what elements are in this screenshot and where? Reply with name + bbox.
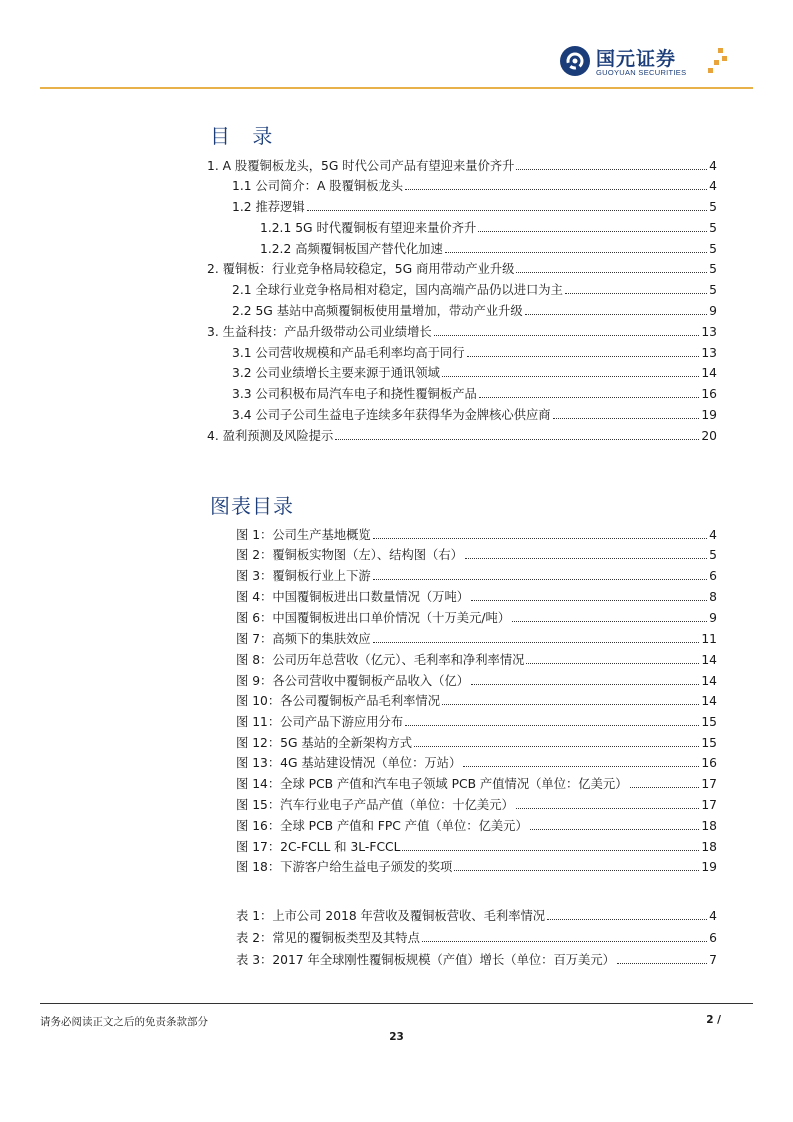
figure-entry-text: 图 14：全球 PCB 产值和汽车电子领域 PCB 产值情况（单位：亿美元） xyxy=(236,777,628,791)
toc-entry-text: 2.1 全球行业竞争格局相对稳定，国内高端产品仍以进口为主 xyxy=(232,283,563,297)
logo-text-cn: 国元证券 xyxy=(596,48,677,70)
toc-entry-page: 13 xyxy=(701,325,717,339)
toc-entry-page: 5 xyxy=(709,242,717,256)
dot-leader xyxy=(471,588,707,601)
toc-entry-text: 3.1 公司营收规模和产品毛利率均高于同行 xyxy=(232,346,465,360)
toc-entry[interactable] xyxy=(232,344,717,362)
toc-entry-page: 4 xyxy=(709,159,717,173)
toc-entry[interactable] xyxy=(232,281,717,299)
figure-entry-page: 14 xyxy=(701,694,717,708)
dot-leader xyxy=(414,734,699,747)
figure-entry-page: 18 xyxy=(701,819,717,833)
toc-entry-text: 1.2 推荐逻辑 xyxy=(232,200,305,214)
disclaimer-text: 请务必阅读正文之后的免责条款部分 xyxy=(40,1016,208,1028)
figure-entry-page: 17 xyxy=(701,798,717,812)
figure-entry[interactable] xyxy=(236,609,717,627)
figure-entry-text: 图 8：公司历年总营收（亿元）、毛利率和净利率情况 xyxy=(236,653,525,667)
toc-entry-page: 19 xyxy=(701,408,717,422)
figure-entry-page: 17 xyxy=(701,777,717,791)
dot-leader xyxy=(405,713,699,726)
toc-entry-text: 3.3 公司积极布局汽车电子和挠性覆铜板产品 xyxy=(232,387,477,401)
dot-leader xyxy=(478,219,707,232)
figure-entry[interactable] xyxy=(236,796,717,814)
dot-leader xyxy=(373,630,700,643)
figure-entry-text: 图 13：4G 基站建设情况（单位：万站） xyxy=(236,756,462,770)
figure-entry-page: 15 xyxy=(701,736,717,750)
toc-entry-text: 1.2.1 5G 时代覆铜板有望迎来量价齐升 xyxy=(260,221,477,235)
figure-entry[interactable] xyxy=(236,630,717,648)
toc-entry-text: 2. 覆铜板：行业竞争格局较稳定，5G 商用带动产业升级 xyxy=(207,262,515,276)
dot-leader xyxy=(434,323,700,336)
figure-entry[interactable] xyxy=(236,754,717,772)
figure-entry[interactable] xyxy=(236,734,717,752)
dot-leader xyxy=(402,838,699,851)
figure-entry-text: 图 2：覆铜板实物图（左）、结构图（右） xyxy=(236,548,463,562)
toc-title: 目 录 xyxy=(210,124,281,148)
dot-leader xyxy=(516,260,707,273)
figure-entry-text: 图 6：中国覆铜板进出口单价情况（十万美元/吨） xyxy=(236,611,511,625)
dot-leader xyxy=(442,364,699,377)
figure-entry-text: 图 1：公司生产基地概览 xyxy=(236,528,371,542)
toc-entry-text: 1.2.2 高频覆铜板国产替代化加速 xyxy=(260,242,443,256)
figure-entry[interactable] xyxy=(236,672,717,690)
figure-entry[interactable] xyxy=(236,546,717,564)
toc-entry[interactable] xyxy=(207,323,717,341)
table-entry[interactable] xyxy=(236,951,717,969)
figure-entry[interactable] xyxy=(236,588,717,606)
figure-entry-text: 图 11：公司产品下游应用分布 xyxy=(236,715,404,729)
figure-entry[interactable] xyxy=(236,858,717,876)
dot-leader xyxy=(373,567,707,580)
figure-entry-page: 5 xyxy=(709,548,717,562)
figure-entry-text: 图 17：2C-FCLL 和 3L-FCCL xyxy=(236,840,401,854)
figure-entry-text: 图 10：各公司覆铜板产品毛利率情况 xyxy=(236,694,441,708)
logo-text-en: GUOYUAN SECURITIES xyxy=(596,68,687,77)
table-entry-page: 7 xyxy=(709,953,717,967)
toc-entry-text: 2.2 5G 基站中高频覆铜板使用量增加，带动产业升级 xyxy=(232,304,523,318)
logo-dots-icon xyxy=(708,48,728,74)
toc-entry[interactable] xyxy=(232,198,717,216)
figure-entry[interactable] xyxy=(236,817,717,835)
figure-entry-page: 14 xyxy=(701,653,717,667)
figure-entry-text: 图 9：各公司营收中覆铜板产品收入（亿） xyxy=(236,674,470,688)
dot-leader xyxy=(467,344,700,357)
figure-entry-page: 15 xyxy=(701,715,717,729)
toc-entry-text: 1. A 股覆铜板龙头，5G 时代公司产品有望迎来量价齐升 xyxy=(207,159,515,173)
table-entry-text: 表 1：上市公司 2018 年营收及覆铜板营收、毛利率情况 xyxy=(236,909,546,923)
dot-leader xyxy=(307,198,708,211)
figure-entry-page: 19 xyxy=(701,860,717,874)
toc-entry-text: 4. 盈利预测及风险提示 xyxy=(207,429,334,443)
figure-entry-text: 图 15：汽车行业电子产品产值（单位：十亿美元） xyxy=(236,798,514,812)
dot-leader xyxy=(465,546,707,559)
toc-entry-page: 14 xyxy=(701,366,717,380)
toc-entry[interactable] xyxy=(207,157,717,175)
toc-entry-text: 1.1 公司简介：A 股覆铜板龙头 xyxy=(232,179,404,193)
figure-entry-page: 16 xyxy=(701,756,717,770)
toc-entry-page: 9 xyxy=(709,304,717,318)
table-entry-text: 表 3：2017 年全球刚性覆铜板规模（产值）增长（单位：百万美元） xyxy=(236,953,615,967)
dot-leader xyxy=(516,157,707,170)
figure-entry[interactable] xyxy=(236,692,717,710)
toc-entry[interactable] xyxy=(232,302,717,320)
dot-leader xyxy=(547,907,707,920)
company-logo xyxy=(560,44,730,84)
toc-entry-text: 3. 生益科技：产品升级带动公司业绩增长 xyxy=(207,325,432,339)
toc-entry[interactable] xyxy=(260,240,717,258)
figure-entry-page: 18 xyxy=(701,840,717,854)
figure-entry[interactable] xyxy=(236,713,717,731)
dot-leader xyxy=(630,775,700,788)
dot-leader xyxy=(617,951,707,964)
figure-entry[interactable] xyxy=(236,526,717,544)
dot-leader xyxy=(526,651,699,664)
figure-entry[interactable] xyxy=(236,651,717,669)
toc-entry[interactable] xyxy=(232,364,717,382)
toc-entry-text: 3.2 公司业绩增长主要来源于通讯领域 xyxy=(232,366,440,380)
toc-entry-page: 20 xyxy=(701,429,717,443)
figure-entry-text: 图 7：高频下的集肤效应 xyxy=(236,632,371,646)
dot-leader xyxy=(373,526,707,539)
figure-entry-page: 11 xyxy=(701,632,717,646)
table-entry-text: 表 2：常见的覆铜板类型及其特点 xyxy=(236,931,420,945)
dot-leader xyxy=(471,672,699,685)
table-entry[interactable] xyxy=(236,907,717,925)
dot-leader xyxy=(422,929,707,942)
figure-entry-page: 6 xyxy=(709,569,717,583)
dot-leader xyxy=(530,817,700,830)
toc-entry[interactable] xyxy=(232,177,717,195)
page-marker: 2 / xyxy=(706,1014,721,1026)
toc-entry[interactable] xyxy=(207,427,717,445)
dot-leader xyxy=(512,609,707,622)
toc-entry-page: 16 xyxy=(701,387,717,401)
figure-entry-text: 图 4：中国覆铜板进出口数量情况（万吨） xyxy=(236,590,470,604)
table-entry-page: 6 xyxy=(709,931,717,945)
figure-entry-page: 14 xyxy=(701,674,717,688)
page-number: 23 xyxy=(389,1031,404,1043)
figure-entry[interactable] xyxy=(236,567,717,585)
figure-entry-page: 8 xyxy=(709,590,717,604)
figure-entry-text: 图 12：5G 基站的全新架构方式 xyxy=(236,736,413,750)
dot-leader xyxy=(553,406,700,419)
figure-entry[interactable] xyxy=(236,838,717,856)
dot-leader xyxy=(445,240,707,253)
toc-entry[interactable] xyxy=(207,260,717,278)
toc-entry[interactable] xyxy=(232,385,717,403)
logo-emblem-icon xyxy=(560,46,590,76)
table-entry[interactable] xyxy=(236,929,717,947)
figure-entry-page: 9 xyxy=(709,611,717,625)
figure-entry-page: 4 xyxy=(709,528,717,542)
toc-entry-page: 5 xyxy=(709,200,717,214)
toc-entry[interactable] xyxy=(260,219,717,237)
toc-entry[interactable] xyxy=(232,406,717,424)
dot-leader xyxy=(516,796,700,809)
dot-leader xyxy=(442,692,699,705)
figures-title: 图表目录 xyxy=(210,494,294,518)
table-entry-page: 4 xyxy=(709,909,717,923)
dot-leader xyxy=(525,302,708,315)
dot-leader xyxy=(335,427,699,440)
toc-entry-page: 4 xyxy=(709,179,717,193)
dot-leader xyxy=(405,177,707,190)
toc-entry-page: 5 xyxy=(709,221,717,235)
dot-leader xyxy=(454,858,699,871)
toc-entry-page: 5 xyxy=(709,262,717,276)
dot-leader xyxy=(565,281,707,294)
dot-leader xyxy=(463,754,699,767)
toc-entry-text: 3.4 公司子公司生益电子连续多年获得华为金牌核心供应商 xyxy=(232,408,551,422)
toc-entry-page: 13 xyxy=(701,346,717,360)
figure-entry-text: 图 3：覆铜板行业上下游 xyxy=(236,569,371,583)
toc-entry-page: 5 xyxy=(709,283,717,297)
header-rule xyxy=(40,87,753,89)
figure-entry-text: 图 18：下游客户给生益电子颁发的奖项 xyxy=(236,860,453,874)
figure-entry-text: 图 16：全球 PCB 产值和 FPC 产值（单位：亿美元） xyxy=(236,819,528,833)
footer-rule xyxy=(40,1003,753,1004)
dot-leader xyxy=(479,385,700,398)
figure-entry[interactable] xyxy=(236,775,717,793)
